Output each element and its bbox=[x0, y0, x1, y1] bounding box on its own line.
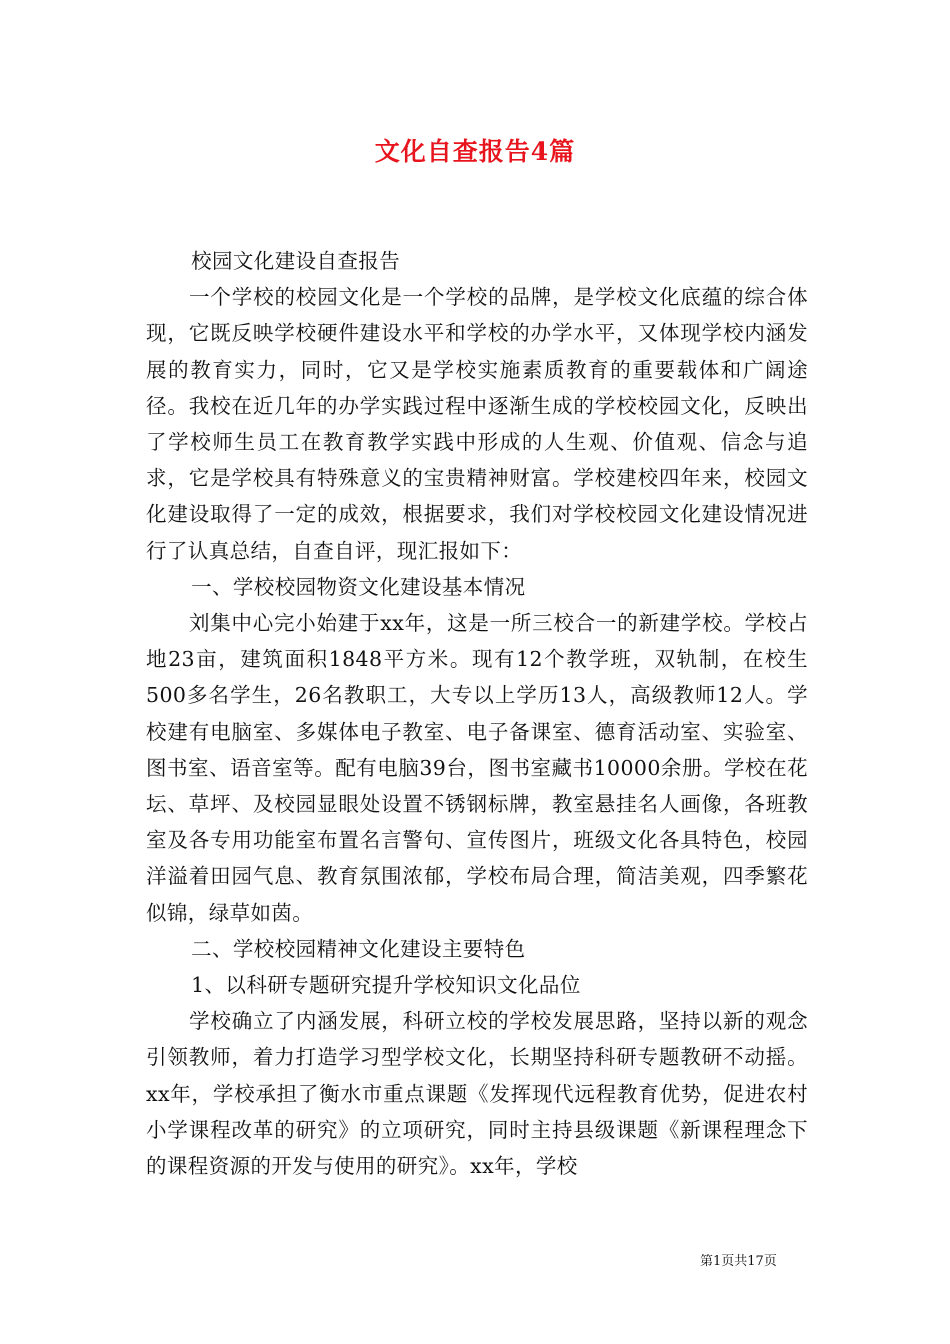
document-title: 文化自查报告4篇 bbox=[374, 137, 576, 166]
section-2-paragraph: 学校确立了内涵发展，科研立校的学校发展思路，坚持以新的观念引领教师，着力打造学习型学校文化，长期坚持科研专题教研不动摇。xx年，学校承担了衡水市重点课题《发挥现代远程教育优势，促进农村小学课程改革的研究》的立项研究，同时主持县级课题《新课程理念下的课程资源的开发与使用的研究》。xx年，学校 bbox=[146, 1009, 808, 1179]
section-2-heading: 二、学校校园精神文化建设主要特色 bbox=[191, 936, 526, 961]
section-1-paragraph: 刘集中心完小始建于xx年，这是一所三校合一的新建学校。学校占地23亩，建筑面积1848平方米。现有12个教学班，双轨制，在校生500多名学生，26名教职工，大专以上学历13人，高级教师12人。学校建有电脑室、多媒体电子教室、电子备课室、德育活动室、实验室、图书室、语音室等。配有电脑39台，图书室藏书10000余册。学校在花坛、草坪、及校园显眼处设置不锈钢标牌，教室悬挂名人画像，各班教室及各专用功能室布置名言警句、宣传图片，班级文化各具特色，校园洋溢着田园气息、教育氛围浓郁，学校布局合理，简洁美观，四季繁花似锦，绿草如茵。 bbox=[146, 611, 808, 925]
section-1-heading: 一、学校校园物资文化建设基本情况 bbox=[191, 574, 526, 599]
page-number-footer: 第1页共17页 bbox=[700, 1254, 777, 1269]
intro-paragraph: 一个学校的校园文化是一个学校的品牌，是学校文化底蕴的综合体现，它既反映学校硬件建设水平和学校的办学水平，又体现学校内涵发展的教育实力，同时，它又是学校实施素质教育的重要载体和广阔途径。我校在近几年的办学实践过程中逐渐生成的学校校园文化，反映出了学校师生员工在教育教学实践中形成的人生观、价值观、信念与追求，它是学校具有特殊意义的宝贵精神财富。学校建校四年来，校园文化建设取得了一定的成效，根据要求，我们对学校校园文化建设情况进行了认真总结，自查自评，现汇报如下： bbox=[146, 285, 808, 563]
section-2-subheading: 1、以科研专题研究提升学校知识文化品位 bbox=[191, 973, 581, 998]
report-subtitle: 校园文化建设自查报告 bbox=[191, 249, 401, 273]
document-body bbox=[146, 243, 808, 1184]
